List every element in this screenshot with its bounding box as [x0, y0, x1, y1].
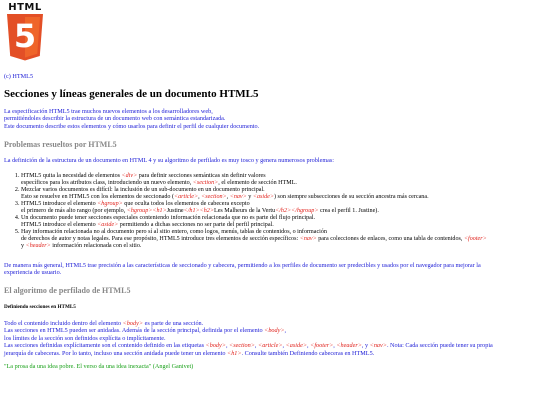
- page-title: Secciones y líneas generales de un documento HTML5: [4, 88, 259, 100]
- problems-lead: La definición de la estructura de un documento en HTML 4 y su algoritmo de perfilado es muy tosco y genera numerosos problemas:: [4, 157, 335, 164]
- list-item: 5. Hay información relacionada no al documento pero sí al sitio entero, como logos, menús, tablas de contenidos, o información de derechos de autor y notas legales. Para ese propósito, HTML5 introduce tres elementos de sección específicos: <nav> para colecciones de enlaces, como una tabla de contenidos, <footer> y <header> información relacionada con el sitio.: [21, 229, 536, 250]
- list-item: 1. HTML5 quita la necesidad de elementos <div> para definir secciones semánticas sin definir valores específicos para los atributos class, introduciendo un nuevo elemento, <section>, el elemento de sección HTML.: [21, 173, 536, 187]
- html5-logo: [5, 2, 45, 64]
- intro-paragraph: [4, 108, 259, 130]
- list-item: 2. Mezclar varios documentos es difícil: la inclusión de un sub-documento en un documento principal. Esto se resuelve en HTML5 con los elementos de seccionado (<article>, <section>, <nav> y <aside>) son siempre subsecciones de su sección ancestra más cercana.: [21, 187, 536, 201]
- copyright-link[interactable]: (c) HTML5: [4, 73, 34, 80]
- tag-code: <div>: [121, 173, 138, 179]
- list-item: 3. HTML5 introduce el elemento <hgroup> que oculta todos los elementos de cabecera excepto el primero de más alto rango (por ejemplo, <hgroup><h1>Justine</h1><h2>Les Malheurs de la Vertu</h2></hgroup> crea el perfil 1. Justine).: [21, 201, 536, 215]
- intro-line: permitiéndoles describir la estructura de un documento web con semántica estandarizada.: [4, 115, 226, 123]
- list-item: 4. Un documento puede tener secciones especiales conteniendo información relacionada que no es parte del flujo principal. HTML5 introduce el elemento <aside> permitiendo a dichas secciones no ser parte del perfil principal.: [21, 215, 536, 229]
- section-heading-problems: Problemas resueltos por HTML5: [4, 140, 117, 149]
- algorithm-paragraph: Todo el contenido incluido dentro del elemento <body> es parte de una sección. Las secciones en HTML5 pueden ser anidadas. Además de la sección principal, definida por el elemento <body>, los límites de la sección son definidos explícita o implícitamente. Las secciones definidas explícitamente son el contenido definido en las etiquetas <body>, <section>, <article>, <aside>, <footer>, <header>, y <nav>. Nota: Cada sección puede tener su propia jerarquía de cabeceras. Por lo tanto, incluso una sección anidada puede tener un elemento <h1>. Consulte también Definiendo cabeceras en HTML5.: [4, 320, 493, 357]
- subheading-defining-sections: Definiendo secciones en HTML5: [4, 304, 76, 310]
- problems-closing: De manera más general, HTML5 trae precisión a las características de seccionado y cabecera, permitiendo a los perfiles de documento ser predecibles y usados por el navegador para mejorar la experiencia de usuario.: [4, 262, 481, 277]
- intro-line: Este documento describe estos elementos y cómo usarlos para definir el perfil de cualquier documento.: [4, 122, 260, 130]
- footer-quote: "La prosa da una idea pobre. El verso da una idea inexacta" (Angel Ganivet): [4, 363, 194, 370]
- tag-code: <section>: [192, 180, 219, 186]
- logo-digit: 5: [13, 17, 37, 55]
- logo-word: HTML: [8, 2, 42, 13]
- intro-line: La especificación HTML5 trae muchos nuevos elementos a los desarrolladores web,: [4, 108, 213, 115]
- problems-list: [4, 173, 536, 250]
- section-heading-algorithm: El algoritmo de perfilado de HTML5: [4, 286, 131, 295]
